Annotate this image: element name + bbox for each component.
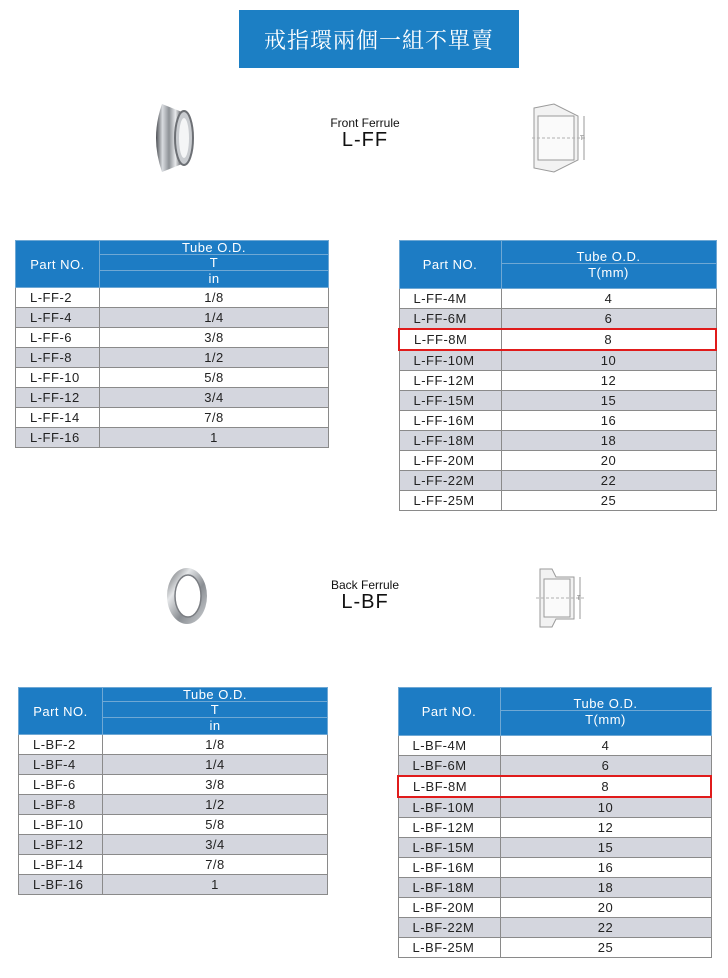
part-number: L-BF-2: [19, 735, 103, 755]
tube-od-header: Tube O.D.: [100, 241, 329, 255]
front-inch-table: [15, 240, 329, 448]
highlighted-row: [399, 329, 716, 350]
part-number: L-BF-25M: [398, 938, 500, 958]
part-number: L-FF-20M: [399, 451, 501, 471]
part-number: L-BF-10: [19, 815, 103, 835]
part-no-header: Part NO.: [399, 241, 501, 289]
table-row: [398, 736, 711, 756]
table-row: [399, 431, 716, 451]
tube-od-value: 5/8: [100, 368, 329, 388]
tube-od-value: 1/2: [103, 795, 328, 815]
t-header: T: [103, 702, 328, 717]
tube-od-value: 1/2: [100, 348, 329, 368]
part-number: L-BF-18M: [398, 878, 500, 898]
table-row: [399, 471, 716, 491]
table-row: [398, 858, 711, 878]
tube-od-value: 1/4: [100, 308, 329, 328]
tube-od-value: 18: [500, 878, 711, 898]
part-number: L-BF-12M: [398, 818, 500, 838]
back-ferrule-title: Back Ferrule: [330, 578, 400, 592]
tube-od-value: 3/4: [103, 835, 328, 855]
tube-od-value: 8: [501, 329, 716, 350]
front-metric-table: [398, 240, 717, 511]
part-number: L-BF-15M: [398, 838, 500, 858]
part-number: L-FF-6: [16, 328, 100, 348]
tube-od-value: 1: [100, 428, 329, 448]
tube-od-value: 16: [500, 858, 711, 878]
tube-od-value: 15: [501, 391, 716, 411]
unit-header: in: [100, 270, 329, 287]
part-number: L-FF-4M: [399, 289, 501, 309]
table-row: [398, 797, 711, 818]
tube-od-header: Tube O.D.: [500, 688, 711, 711]
table-row: [16, 388, 329, 408]
part-number: L-FF-10M: [399, 350, 501, 371]
front-ferrule-drawing: [528, 100, 590, 176]
table-row: [16, 428, 329, 448]
table-row: [16, 288, 329, 308]
tube-od-value: 22: [501, 471, 716, 491]
part-number: L-BF-4M: [398, 736, 500, 756]
table-row: [16, 328, 329, 348]
part-number: L-BF-8M: [398, 776, 500, 797]
unit-header: in: [103, 717, 328, 734]
front-ferrule-caption: [310, 116, 420, 150]
part-number: L-BF-16M: [398, 858, 500, 878]
tube-od-value: 3/8: [100, 328, 329, 348]
part-number: L-FF-16M: [399, 411, 501, 431]
tube-od-value: 6: [500, 756, 711, 777]
table-row: [16, 348, 329, 368]
front-ferrule-photo: [148, 100, 196, 176]
part-no-header: Part NO.: [19, 688, 103, 735]
tube-od-value: 10: [500, 797, 711, 818]
table-row: [399, 491, 716, 511]
part-number: L-FF-15M: [399, 391, 501, 411]
tube-od-value: 18: [501, 431, 716, 451]
part-no-header: Part NO.: [16, 241, 100, 288]
tube-od-value: 3/8: [103, 775, 328, 795]
tube-od-value: 20: [500, 898, 711, 918]
part-number: L-BF-20M: [398, 898, 500, 918]
highlighted-row: [398, 776, 711, 797]
part-number: L-BF-6: [19, 775, 103, 795]
tube-od-value: 6: [501, 309, 716, 330]
tube-od-value: 4: [500, 736, 711, 756]
table-row: [19, 735, 328, 755]
tube-od-value: 20: [501, 451, 716, 471]
part-number: L-BF-16: [19, 875, 103, 895]
tube-od-value: 1/8: [103, 735, 328, 755]
back-dimension-label: T: [577, 596, 581, 602]
table-row: [398, 918, 711, 938]
t-mm-header: T(mm): [501, 264, 716, 289]
table-row: [398, 756, 711, 777]
part-number: L-BF-14: [19, 855, 103, 875]
tube-od-header: Tube O.D.: [103, 688, 328, 702]
part-number: L-BF-6M: [398, 756, 500, 777]
back-ferrule-photo: [163, 565, 211, 627]
table-row: [399, 371, 716, 391]
tube-od-value: 25: [501, 491, 716, 511]
part-number: L-BF-10M: [398, 797, 500, 818]
part-number: L-FF-4: [16, 308, 100, 328]
table-row: [399, 411, 716, 431]
tube-od-value: 16: [501, 411, 716, 431]
back-ferrule-caption: [310, 578, 420, 612]
part-number: L-FF-10: [16, 368, 100, 388]
part-no-header: Part NO.: [398, 688, 500, 736]
tube-od-value: 10: [501, 350, 716, 371]
table-row: [398, 898, 711, 918]
part-number: L-FF-8M: [399, 329, 501, 350]
tube-od-value: 1/4: [103, 755, 328, 775]
table-row: [399, 309, 716, 330]
tube-od-value: 12: [500, 818, 711, 838]
table-row: [19, 755, 328, 775]
table-row: [399, 350, 716, 371]
part-number: L-BF-22M: [398, 918, 500, 938]
table-row: [399, 391, 716, 411]
part-number: L-FF-12M: [399, 371, 501, 391]
part-number: L-FF-18M: [399, 431, 501, 451]
table-row: [19, 835, 328, 855]
table-row: [398, 818, 711, 838]
tube-od-value: 22: [500, 918, 711, 938]
part-number: L-FF-16: [16, 428, 100, 448]
part-number: L-FF-14: [16, 408, 100, 428]
tube-od-value: 12: [501, 371, 716, 391]
t-mm-header: T(mm): [500, 711, 711, 736]
table-row: [19, 855, 328, 875]
back-ferrule-code: L-BF: [341, 591, 389, 613]
back-inch-table: [18, 687, 328, 895]
front-ferrule-title: Front Ferrule: [330, 116, 400, 130]
part-number: L-FF-25M: [399, 491, 501, 511]
part-number: L-BF-8: [19, 795, 103, 815]
back-metric-table: [397, 687, 712, 958]
banner-title: 戒指環兩個一組不單賣: [239, 10, 519, 68]
table-row: [399, 451, 716, 471]
table-row: [16, 368, 329, 388]
table-row: [398, 938, 711, 958]
tube-od-value: 7/8: [100, 408, 329, 428]
part-number: L-FF-2: [16, 288, 100, 308]
tube-od-value: 7/8: [103, 855, 328, 875]
part-number: L-FF-22M: [399, 471, 501, 491]
tube-od-value: 3/4: [100, 388, 329, 408]
tube-od-value: 4: [501, 289, 716, 309]
table-row: [16, 308, 329, 328]
tube-od-header: Tube O.D.: [501, 241, 716, 264]
table-row: [19, 795, 328, 815]
table-row: [19, 815, 328, 835]
tube-od-value: 5/8: [103, 815, 328, 835]
table-row: [19, 875, 328, 895]
front-ferrule-code: L-FF: [341, 129, 389, 151]
table-row: [19, 775, 328, 795]
back-ferrule-drawing: [532, 565, 588, 631]
tube-od-value: 1: [103, 875, 328, 895]
table-row: [398, 838, 711, 858]
tube-od-value: 8: [500, 776, 711, 797]
tube-od-value: 15: [500, 838, 711, 858]
part-number: L-BF-4: [19, 755, 103, 775]
part-number: L-FF-8: [16, 348, 100, 368]
table-row: [16, 408, 329, 428]
tube-od-value: 1/8: [100, 288, 329, 308]
part-number: L-FF-6M: [399, 309, 501, 330]
table-row: [399, 289, 716, 309]
front-dimension-label: T: [580, 136, 584, 142]
table-row: [398, 878, 711, 898]
tube-od-value: 25: [500, 938, 711, 958]
part-number: L-FF-12: [16, 388, 100, 408]
t-header: T: [100, 255, 329, 270]
part-number: L-BF-12: [19, 835, 103, 855]
